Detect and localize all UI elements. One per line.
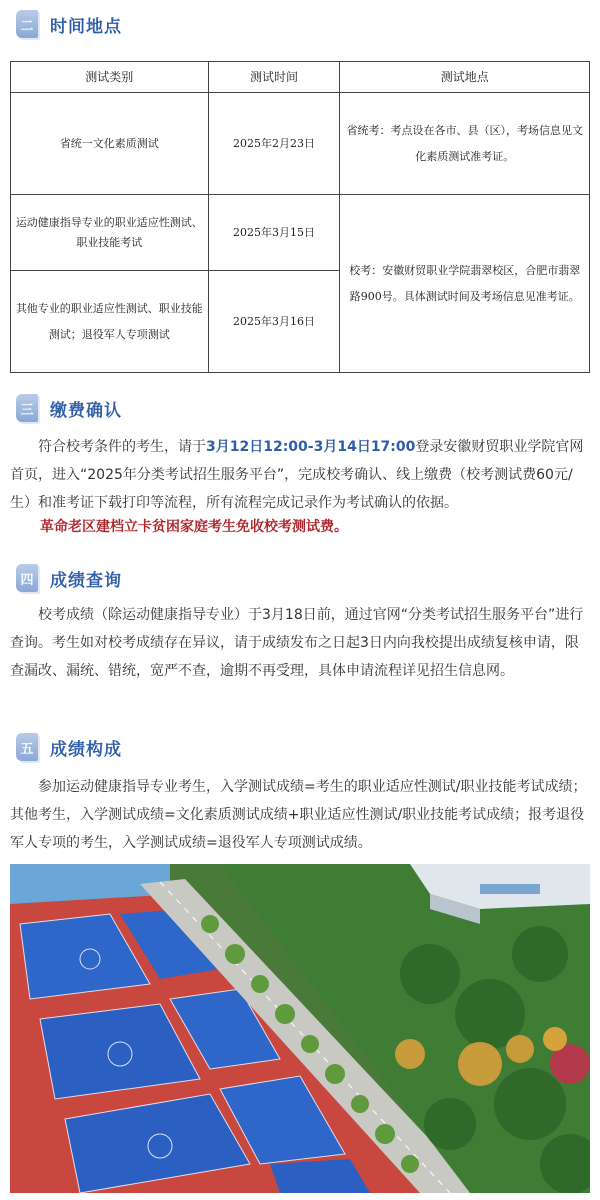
section-title: 成绩构成	[50, 739, 122, 760]
section-title: 缴费确认	[50, 400, 122, 421]
row-location: 省统考：考点设在各市、县（区），考场信息见文化素质测试准考证。	[340, 93, 590, 195]
table-header-row	[11, 62, 590, 93]
section-number-badge: 三	[16, 394, 38, 422]
campus-aerial-photo	[10, 864, 590, 1193]
section-number-badge: 五	[16, 733, 38, 761]
table-row	[11, 195, 590, 271]
score-query-paragraph: 校考成绩（除运动健康指导专业）于3月18日前，通过官网“分类考试招生服务平台”进行查询。考生如对校考成绩存在异议，请于成绩发布之日起3日内向我校提出成绩复核申请，限查漏改、漏统、错统，宽严不查，逾期不再受理，具体申请流程详见招生信息网。	[10, 607, 584, 679]
section-header-scores	[16, 562, 122, 594]
section-header-payment	[16, 392, 122, 424]
score-composition-paragraph: 参加运动健康指导专业考生，入学测试成绩=考生的职业适应性测试/职业技能考试成绩；其他考生，入学测试成绩=文化素质测试成绩+职业适应性测试/职业技能考试成绩；报考退役军人专项的考生，入学测试成绩=退役军人专项测试成绩。	[10, 779, 587, 851]
row-date: 2025年2月23日	[208, 93, 340, 195]
payment-deadline: 3月12日12:00-3月14日17:00	[206, 439, 416, 455]
header-location: 测试地点	[340, 62, 590, 93]
row-date: 2025年3月15日	[208, 195, 340, 271]
payment-text-after: 登录安徽财贸职业学院官网首页，进入“2025年分类考试招生服务平台”，完成校考确认、线上缴费（校考测试费60元/生）和准考证下载打印等流程，所有流程完成记录作为考试确认的依据。	[10, 439, 584, 511]
section-header-composition	[16, 731, 122, 763]
payment-text-before: 符合校考条件的考生，请于	[38, 439, 206, 455]
row-category: 其他专业的职业适应性测试、职业技能测试；退役军人专项测试	[11, 271, 209, 373]
row-date: 2025年3月16日	[208, 271, 340, 373]
section-number-badge: 四	[16, 564, 38, 592]
table-row	[11, 93, 590, 195]
header-date: 测试时间	[208, 62, 340, 93]
row-location: 校考：安徽财贸职业学院翡翠校区，合肥市翡翠路900号。具体测试时间及考场信息见准考证。	[340, 195, 590, 373]
header-category: 测试类别	[11, 62, 209, 93]
row-category: 省统一文化素质测试	[11, 93, 209, 195]
section-header-time-location	[16, 8, 122, 40]
section-title: 成绩查询	[50, 570, 122, 591]
row-category: 运动健康指导专业的职业适应性测试、职业技能考试	[11, 195, 209, 271]
fee-waiver-note: 革命老区建档立卡贫困家庭考生免收校考测试费。	[40, 519, 348, 535]
payment-paragraph	[10, 433, 590, 517]
section-title: 时间地点	[50, 16, 122, 37]
section-number-badge: 二	[16, 10, 38, 38]
exam-schedule-table	[10, 61, 590, 373]
